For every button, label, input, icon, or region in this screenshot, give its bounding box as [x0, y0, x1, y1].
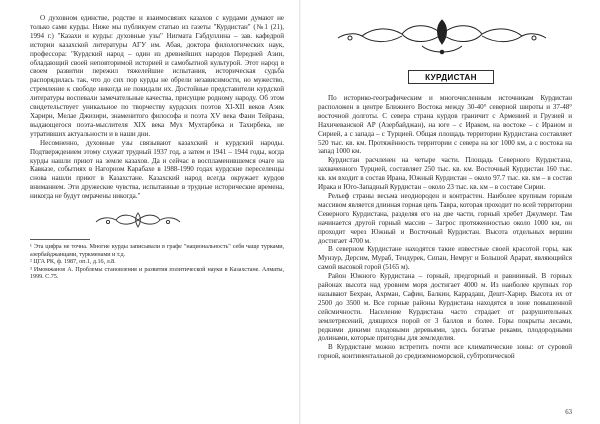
right-page-body: [318, 94, 572, 361]
chapter-title: КУРДИСТАН: [408, 70, 494, 84]
right-paragraph-1: По историко-географическим и многочисленным источникам Курдистан расположен в центре Ближнего Востока между 30-40° северной широты и 37-48° восточной долготы. С севера страна курдов граничит с Арменией и Грузией и Нахичеванской АР (Азербайджан), на юге – с Ираком, на востоке – с Ираном и Сирией, а с запада – с Турцией. Общая площадь территории Курдистана составляет 520 тыс. кв. км. Протяжённость территории с севера на юг 1000 км, а с востока на запад 1000 км.: [318, 94, 572, 156]
left-page-body: [30, 14, 284, 201]
left-paragraph-2: Несомненно, духовные узы связывают казахский и курдский народы. Подтверждением этому служат трудный 1937 год, а затем и 1941 – 1944 годы, когда курды нашли приют на земле казахов. Да и сейчас в воспламенившемся очаге на Кавказе, событиях в Нагорном Карабахе в 1988-1990 годах курдские переселенцы снова нашли приют в Казахстане. Казахский народ всегда окружает курдов вниманием. Эти дружеские чувства, испытанные в трудные исторические времена, никогда не будут омрачены никогда.": [30, 138, 284, 201]
right-page: [300, 0, 600, 424]
right-paragraph-4: В северном Курдистане находятся такие известные своей красотой горы, как Мунзур, Дерсим, Мураб, Тендурек, Сипан, Немруг и Большой Арарат, являющийся самой высокой горой (5165 м).: [318, 245, 572, 272]
right-paragraph-2: Курдистан расчленен на четыре части. Площадь Северного Курдистана, захваченного Турцией, составляет 250 тыс. кв. км. Восточный Курдистан 160 тыс. кв. км входит в состав Ирана, Южный Курдистан – около 97.7 тыс. кв. км – в состав Ирака и Юго-Западный Курдистан – около 23 тыс. кв. км – в составе Сирии.: [318, 156, 572, 192]
footnote-3: ³ Имомжанов А. Проблемы становления и развития политической науки в Казахстане. Алматы, 1999. С.75.: [30, 265, 284, 281]
right-paragraph-5: Район Южного Курдистана – горный, предгорный и равнинный. В горных районах высота над уровнем моря достигает 4000 м. Из наиболее крупных гор называют Бехран, Ахрман, Сафин, Балкин, Каррадаш, Дешт-Харир. Высота их от 2500 до 3500 м. Все горные районы Курдистана находятся в зоне повышенной сейсмичности. Население Курдистана часто страдает от разрушительных землетрясений, длящихся порой от 3 баллов и более. Горы покрыты лесами, редкими дикими плодовыми деревьями, здесь богатые реками, плодородными долинами, которые пригодны для земледелия.: [318, 272, 572, 343]
footnote-2: ² ЦГА РК, ф. 1987, оп.1, д.16, л.8.: [30, 258, 116, 266]
footnote-1: ¹ Эта цифра не точна. Многие курды записывали в графе "национальность" себя чаще турками, азербайджанцами, туркменами и т.д.: [30, 243, 284, 258]
footnotes: [30, 243, 284, 281]
page-number: 63: [565, 409, 572, 416]
right-paragraph-6: В Курдистане можно встретить почти все климатические зоны: от суровой горной, континентальной до средиземноморской, субтропической: [318, 343, 572, 361]
left-paragraph-1: О духовном единстве, родстве и взаимосвязях казахов с курдами думают не только сами курды. Ниже мы публикуем статью из газеты "Курдистан" (№1 (21), 1994 г.) "Казахи и курды: духовные узы" Нигмата Габдуллина – зав. кафедрой истории казахской литературы АГУ им. Абая, доктора филологических наук, профессора: "Курдский народ – один из древнейших народов Передней Азии, обладающий своей неповторимой историей и самобытной культурой. Этот народ в своем развитии пережил тяжелейшие испытания, историческая судьба распорядилась так, что до сих пор курды не обрели независимости, но мужество, стремление к свободе никогда не покидали их. Достойные представители курдской литературы воспевали замечательные качества, присущие родному народу. Об этом свидетельствует уникальное по творчеству курдских поэтов XI-XII веков Аэик Харири, Мелае Джизири, знаменитого философа и поэта XV века Фани Тейрана, выдающегося поэта-мыслителя XIX века Мух Мухтарбека и Тахирбека, не утративших актуальности и в наши дни.: [30, 14, 284, 138]
header-ornament-icon: [332, 16, 552, 58]
footnote-divider: [30, 239, 90, 240]
floral-ornament-icon: [88, 209, 188, 231]
right-paragraph-3: Рельеф страны весьма неоднороден и контрастен. Наиболее крупным горным массивом является длинная горная цепь Тавра, которая проходит по всей территории Северного Курдистана, разделяя его на две части, горный хребет Джулмерг. Там начинается другой горный массив – Загрос протяженностью около 1000 км, он проходит через Южный и Восточный Курдистан. Высота отдельных вершин достигает 4700 м.: [318, 191, 572, 245]
